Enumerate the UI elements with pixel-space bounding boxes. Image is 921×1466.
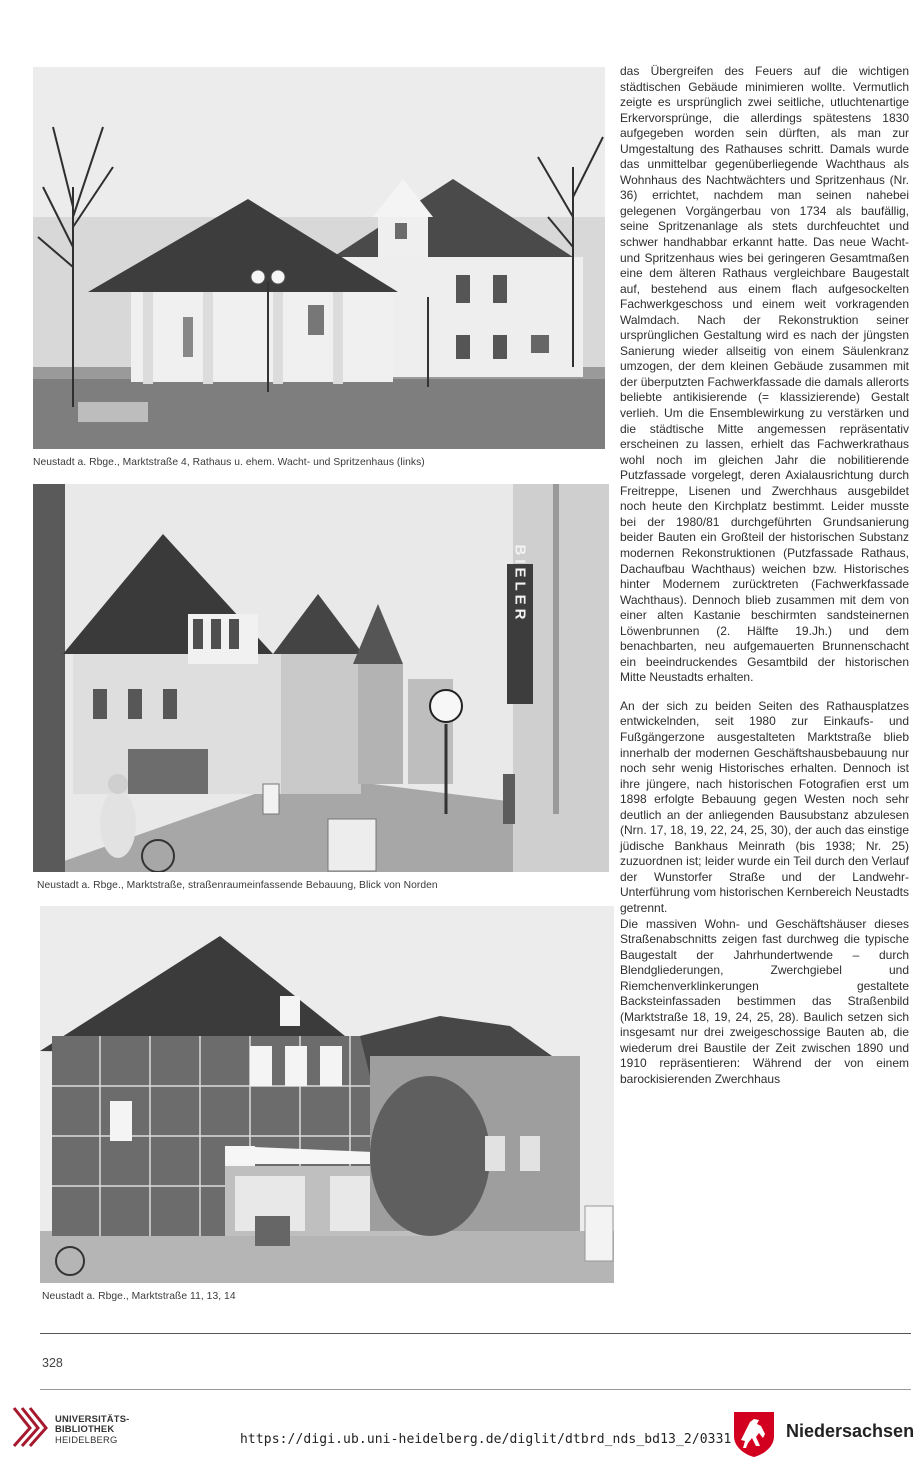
photo-marktstrasse-11-13-14-image	[40, 906, 614, 1283]
university-library-name[interactable]	[55, 1414, 129, 1445]
photo-rathaus	[33, 67, 605, 449]
page-number: 328	[42, 1356, 63, 1370]
library-name-line-1: UNIVERSITÄTS-	[55, 1413, 130, 1424]
body-text-column	[620, 64, 909, 1088]
footer-rule-top	[40, 1333, 911, 1334]
paragraph-3: Die massiven Wohn- und Geschäftshäuser dieses Straßenabschnitts zeigen fast durchweg die typische Baugestalt der Jahrhundertwende – durch Blendgliederungen, Zwerchgiebel und Riemchenverklinkerungen gestaltete Backsteinfassaden bestimmen das Straßenbild (Marktstraße 18, 19, 24, 25, 28). Baulich setzen sich insgesamt nur drei zweigeschossige Bauten ab, die wiederum drei Baustile der Zeit zwischen 1890 und 1910 repräsentieren: Während der von einem barockisierenden Zwerchhaus	[620, 916, 909, 1086]
niedersachsen-name[interactable]: Niedersachsen	[786, 1421, 915, 1441]
caption-photo-rathaus: Neustadt a. Rbge., Marktstraße 4, Rathaus u. ehem. Wacht- und Spritzenhaus (links)	[33, 457, 425, 468]
sign-bieler: BIELER	[511, 544, 529, 624]
photo-marktstrasse-north	[33, 484, 609, 872]
photo-marktstrasse-north-image	[33, 484, 609, 872]
photo-marktstrasse-11-13-14	[40, 906, 614, 1283]
paragraph-1: das Übergreifen des Feuers auf die wichtigen städtischen Gebäude minimieren wollte. Vermutlich zeigte es ursprünglich zwei seitliche, utluchtenartige Erkervorsprünge, die allerdings spätestens 1830 aufgegeben worden sein dürften, als man zur Umgestaltung des Rathauses schritt. Damals wurde das unmittelbar gegenüberliegende Wachthaus als Wohnhaus des Nachtwächters und Spritzenhaus (Nr. 36) errichtet, nachdem man seinen nahebei gelegenen Vorgängerbau von 1734 als baufällig, seine Spritzenanlage als stets durchfeuchtet und schwer handhabbar erkannt hatte. Das neue Wacht- und Spritzenhaus wies bei geringeren Gesamtmaßen eine dem älteren Rathaus vergleichbare Baugestalt auf, bestehend aus einem flach aufgesockelten Fachwerkgeschoss und einem weit vorkragenden Walmdach. Nach der Rekonstruktion seiner ursprünglichen Gestaltung wird es nach der jüngsten Sanierung wieder allseitig von einem Säulenkranz umzogen, der dem kleinen Gebäude zusammen mit der überputzten Fachwerkfassade die damals allerorts beliebte antikisierende (= klassizierende) Gestalt verlieh. Um die Ensemblewirkung zu verstärken und die städtische Mitte angemessen repräsentativ erscheinen zu lassen, erhielt das Fachwerkrathaus wohl noch im gleichen Jahr die nobilitierende Putzfassade vorgelegt, deren Axialausrichtung durch Freitreppe, Lisenen und Zwerchhaus ausgebildet noch heute den Kirchplatz bestimmt. Leider musste bei der 1980/81 durchgeführten Grundsanierung beider Bauten ein Großteil der historischen Substanz modernen Rekonstruktionen (Putzfassade Rathaus, Dachaufbau Wachthaus) weichen bzw. Historisches hinter Modernem zurücktreten (Fachwerkfassade Wachthaus). Dennoch blieb zusammen mit dem von einer alten Kastanie beschirmten sandsteinernen Löwenbrunnen (2. Hälfte 19.Jh.) und dem benachbarten, neu aufgemauerten Brunnenschacht ein beeindruckendes Gesamtbild der historischen Mitte Neustadts erhalten.	[620, 64, 909, 685]
caption-photo-marktstrasse-11-13-14: Neustadt a. Rbge., Marktstraße 11, 13, 14	[42, 1291, 236, 1302]
paragraph-2: An der sich zu beiden Seiten des Rathausplatzes entwickelnden, seit 1980 zur Einkaufs- und Fußgängerzone ausgestalteten Marktstraße blieb innerhalb der modernen Geschäftshausbebauung nur noch sehr wenig Historisches erhalten. Dennoch ist ihre jüngere, nach historischen Fotografien erst um 1898 erfolgte Bebauung gegen Westen noch sehr deutlich an der anliegenden Bausubstanz abzulesen (Nrn. 17, 18, 19, 22, 24, 25, 30), der auch das einstige jüdische Bankhaus Meinrath (bis 1938; Nr. 25) zuzuordnen ist; leider wurde ein Teil durch den Verlauf der Wunstorfer Straße und der Landwehr-Unterführung vom historischen Kernbereich Neustadts getrennt.	[620, 698, 909, 915]
caption-photo-marktstrasse-north: Neustadt a. Rbge., Marktstraße, straßenraumeinfassende Bebauung, Blick von Norden	[37, 880, 438, 891]
footer-rule-bottom	[40, 1389, 911, 1390]
library-name-line-3: HEIDELBERG	[55, 1433, 118, 1445]
university-library-logo-icon[interactable]	[10, 1404, 52, 1448]
photo-rathaus-image	[33, 67, 605, 449]
niedersachsen-crest-icon[interactable]	[732, 1410, 776, 1458]
digitization-url-link[interactable]: https://digi.ub.uni-heidelberg.de/diglit/dtbrd_nds_bd13_2/0331	[240, 1432, 732, 1447]
library-name-line-2: BIBLIOTHEK	[55, 1423, 115, 1435]
